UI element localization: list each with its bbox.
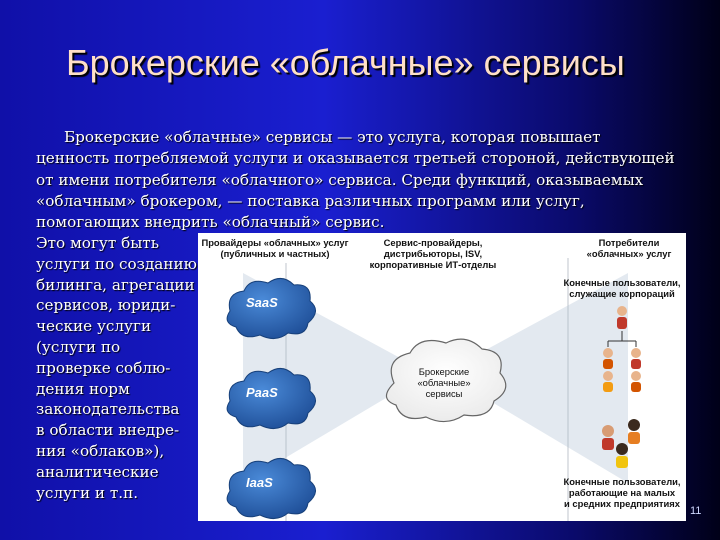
- page-number: 11: [690, 505, 702, 517]
- broker-diagram: [198, 233, 686, 521]
- left-text-line: законодательства: [36, 400, 180, 419]
- left-text-line: ческие услуги: [36, 317, 152, 336]
- left-text-line: (услуги по: [36, 337, 121, 356]
- intro-paragraph: Брокерские «облачные» сервисы — это услуга, которая повышает ценность потребляемой услуги и оказывается третьей стороной, действующей от имени потребителя «облачного» сервиса. Среди функций, оказываемых «облачным» брокером, — поставка различных программ или услуг, помогающих внедрить «облачный» сервис.: [36, 128, 675, 232]
- providers-header: Провайдеры «облачных» услуг (публичных и частных): [201, 237, 349, 259]
- iaas-label: IaaS: [246, 475, 273, 490]
- consumers-header: Потребители «облачных» услуг: [586, 237, 672, 259]
- broker-cloud-label: Брокерские «облачные» сервисы: [417, 366, 471, 399]
- left-text-line: сервисов, юриди-: [36, 296, 176, 315]
- left-text-line: аналитические: [36, 462, 159, 481]
- left-text-column: [36, 233, 201, 503]
- saas-label: SaaS: [246, 295, 278, 310]
- left-text-line: проверке соблю-: [36, 358, 171, 377]
- left-text-line: ния «облаков»),: [36, 441, 165, 460]
- service-providers-header: Сервис-провайдеры, дистрибьюторы, ISV, корпоративные ИТ-отделы: [369, 237, 497, 270]
- left-text-line: услуги по созданию: [36, 254, 197, 273]
- slide-title: Брокерские «облачные» сервисы: [66, 42, 625, 83]
- consumers-top-label: Конечные пользователи, служащие корпораций: [563, 277, 681, 299]
- left-text-line: Это могут быть: [36, 234, 159, 252]
- paas-label: PaaS: [246, 385, 278, 400]
- left-text-line: услуги и т.п.: [36, 483, 139, 502]
- left-text-line: дения норм: [36, 379, 130, 398]
- consumers-bottom-label: Конечные пользователи, работающие на малых и средних предприятиях: [563, 476, 681, 509]
- left-text-line: билинга, агрегации: [36, 275, 195, 294]
- left-text-line: в области внедре-: [36, 421, 180, 440]
